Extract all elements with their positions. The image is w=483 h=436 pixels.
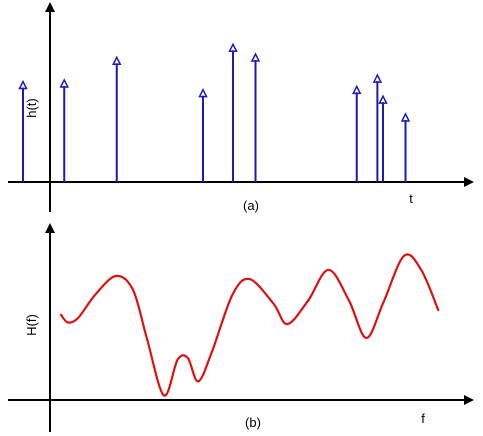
panel-a — [8, 4, 472, 213]
spectrum-curve — [61, 254, 438, 395]
impulse-arrowhead-9 — [380, 96, 387, 103]
impulse-arrowhead-6 — [252, 54, 259, 61]
impulse-arrowhead-5 — [230, 44, 237, 51]
impulses-group — [20, 44, 410, 182]
panel-b — [8, 225, 472, 432]
impulse-arrowhead-3 — [113, 57, 120, 64]
panel-a-y-label: h(t) — [24, 98, 39, 118]
impulse-arrowhead-1 — [20, 82, 27, 89]
panel-b-x-label: f — [421, 411, 425, 426]
impulse-arrowhead-4 — [200, 90, 207, 97]
impulse-arrowhead-2 — [61, 80, 68, 87]
impulse-arrowhead-7 — [353, 86, 360, 93]
impulse-arrowhead-10 — [402, 114, 409, 121]
panel-a-caption: (a) — [243, 198, 259, 213]
panel-b-caption: (b) — [245, 415, 261, 430]
panel-a-x-label: t — [409, 191, 413, 206]
panel-b-y-label: H(f) — [24, 314, 39, 336]
impulse-arrowhead-8 — [374, 75, 381, 82]
